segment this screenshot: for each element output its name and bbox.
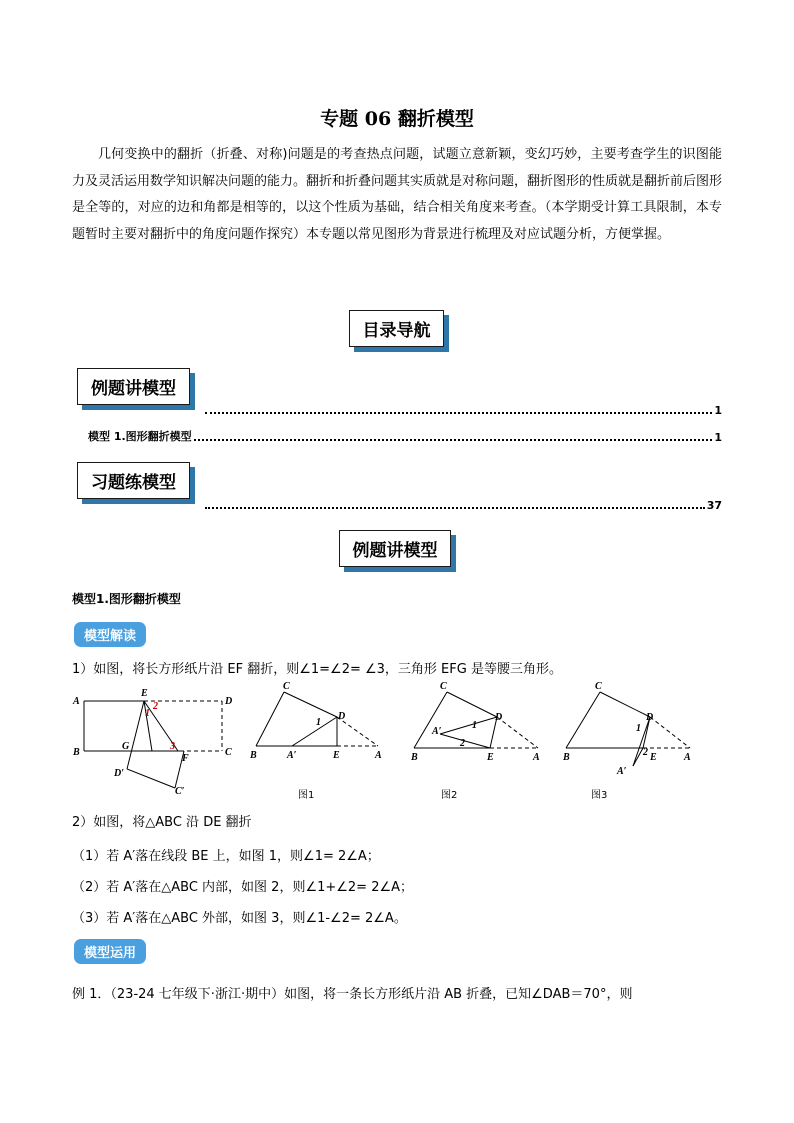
fig1-label-B: B	[250, 750, 257, 761]
toc-section1-label: 例题讲模型	[91, 379, 176, 399]
angle-label-2: 2	[153, 701, 158, 712]
page-title: 专题 06 翻折模型	[320, 108, 474, 130]
label-F: F	[182, 753, 189, 764]
fig3-angle-2: 2	[643, 747, 648, 758]
toc-leader-dots	[205, 412, 712, 414]
section-heading-box	[339, 530, 451, 567]
toc-leader-dots	[194, 439, 713, 441]
fig3-label-D: D	[646, 712, 654, 723]
fig1-label-A: A	[375, 750, 382, 761]
line-1: 1）如图，将长方形纸片沿 EF 翻折，则∠1=∠2= ∠3，三角形 EFG 是等腰三角形。	[72, 662, 562, 677]
toc-section2-label: 习题练模型	[91, 473, 176, 493]
angle-label-1: 1	[145, 708, 150, 719]
fig3-label-B: B	[563, 752, 570, 763]
case-1: （1）若 A′落在线段 BE 上，如图 1，则∠1= 2∠A；	[72, 849, 380, 864]
label-G: G	[122, 741, 130, 752]
example-1: 例 1．（23-24 七年级下·浙江·期中）如图，将一条长方形纸片沿 AB 折叠，已知∠DAB＝70°，则	[72, 987, 633, 1002]
fig1-angle-1: 1	[316, 717, 321, 728]
badge-model-apply: 模型运用	[74, 939, 146, 964]
fig1-label-E: E	[333, 750, 340, 761]
fig1-label-C: C	[283, 681, 290, 692]
label-E: E	[141, 688, 148, 699]
fig2-caption: 图2	[441, 790, 458, 801]
label-C: C	[225, 747, 232, 758]
fig1-caption: 图1	[298, 790, 315, 801]
fig2-label-A: A	[533, 752, 540, 763]
fig2-label-D: D	[495, 712, 503, 723]
section-heading: 例题讲模型	[352, 541, 438, 561]
label-C-prime: C′	[175, 786, 185, 797]
rectangle-fold-figure	[84, 701, 222, 788]
toc-leader-dots	[205, 507, 705, 509]
fig2-label-C: C	[440, 681, 447, 692]
fig3-label-A: A	[684, 752, 691, 763]
toc-section1-box[interactable]	[77, 368, 190, 405]
fig3-label-A-prime: A′	[617, 766, 627, 777]
fig3-caption: 图3	[591, 790, 608, 801]
triangle-figure-3	[566, 692, 690, 766]
fig2-angle-2: 2	[460, 738, 465, 749]
intro-paragraph: 几何变换中的翻折（折叠、对称)问题是的考查热点问题，试题立意新颖，变幻巧妙，主要考查学生的识图能力及灵活运用数学知识解决问题的能力。翻折和折叠问题其实质就是对称问题，翻折图形的性质就是翻折前后图形是全等的，对应的边和角都是相等的，以这个性质为基础，结合相关角度来考查。（本学期受计算工具限制，本专题暂时主要对翻折中的角度问题作探究）本专题以常见图形为背景进行梳理及对应试题分析，方便掌握。	[72, 147, 723, 242]
badge-model-explain: 模型解读	[74, 622, 146, 647]
fig3-label-E: E	[650, 752, 657, 763]
toc-model1-label: 模型 1.图形翻折模型	[88, 430, 192, 443]
toc-heading: 目录导航	[362, 321, 431, 341]
fig2-label-B: B	[411, 752, 418, 763]
label-A: A	[73, 696, 80, 707]
toc-section1-line[interactable]	[203, 404, 722, 417]
toc-section1-page: 1	[714, 404, 722, 417]
fig1-label-A-prime: A′	[287, 750, 297, 761]
fig1-label-D: D	[338, 711, 346, 722]
case-2: （2）若 A′落在△ABC 内部，如图 2，则∠1+∠2= 2∠A；	[72, 880, 414, 895]
label-D-prime: D′	[114, 768, 125, 779]
toc-model1-line[interactable]	[88, 428, 722, 444]
toc-heading-box	[349, 310, 444, 347]
fig3-angle-1: 1	[636, 723, 641, 734]
fig3-label-C: C	[595, 681, 602, 692]
angle-label-3: 3	[170, 741, 175, 752]
toc-model1-page: 1	[714, 431, 722, 444]
toc-section2-page: 37	[706, 499, 722, 512]
toc-section2-box[interactable]	[77, 462, 190, 499]
line-2: 2）如图，将△ABC 沿 DE 翻折	[72, 815, 252, 830]
fold-figures	[70, 676, 710, 806]
label-B: B	[73, 747, 80, 758]
case-3: （3）若 A′落在△ABC 外部，如图 3，则∠1-∠2= 2∠A。	[72, 911, 407, 926]
toc-section2-line[interactable]	[203, 499, 722, 512]
label-D: D	[225, 696, 233, 707]
fig2-label-A-prime: A′	[432, 726, 442, 737]
model-title: 模型1.图形翻折模型	[72, 592, 181, 606]
fig2-label-E: E	[487, 752, 494, 763]
fig2-angle-1: 1	[472, 720, 477, 731]
